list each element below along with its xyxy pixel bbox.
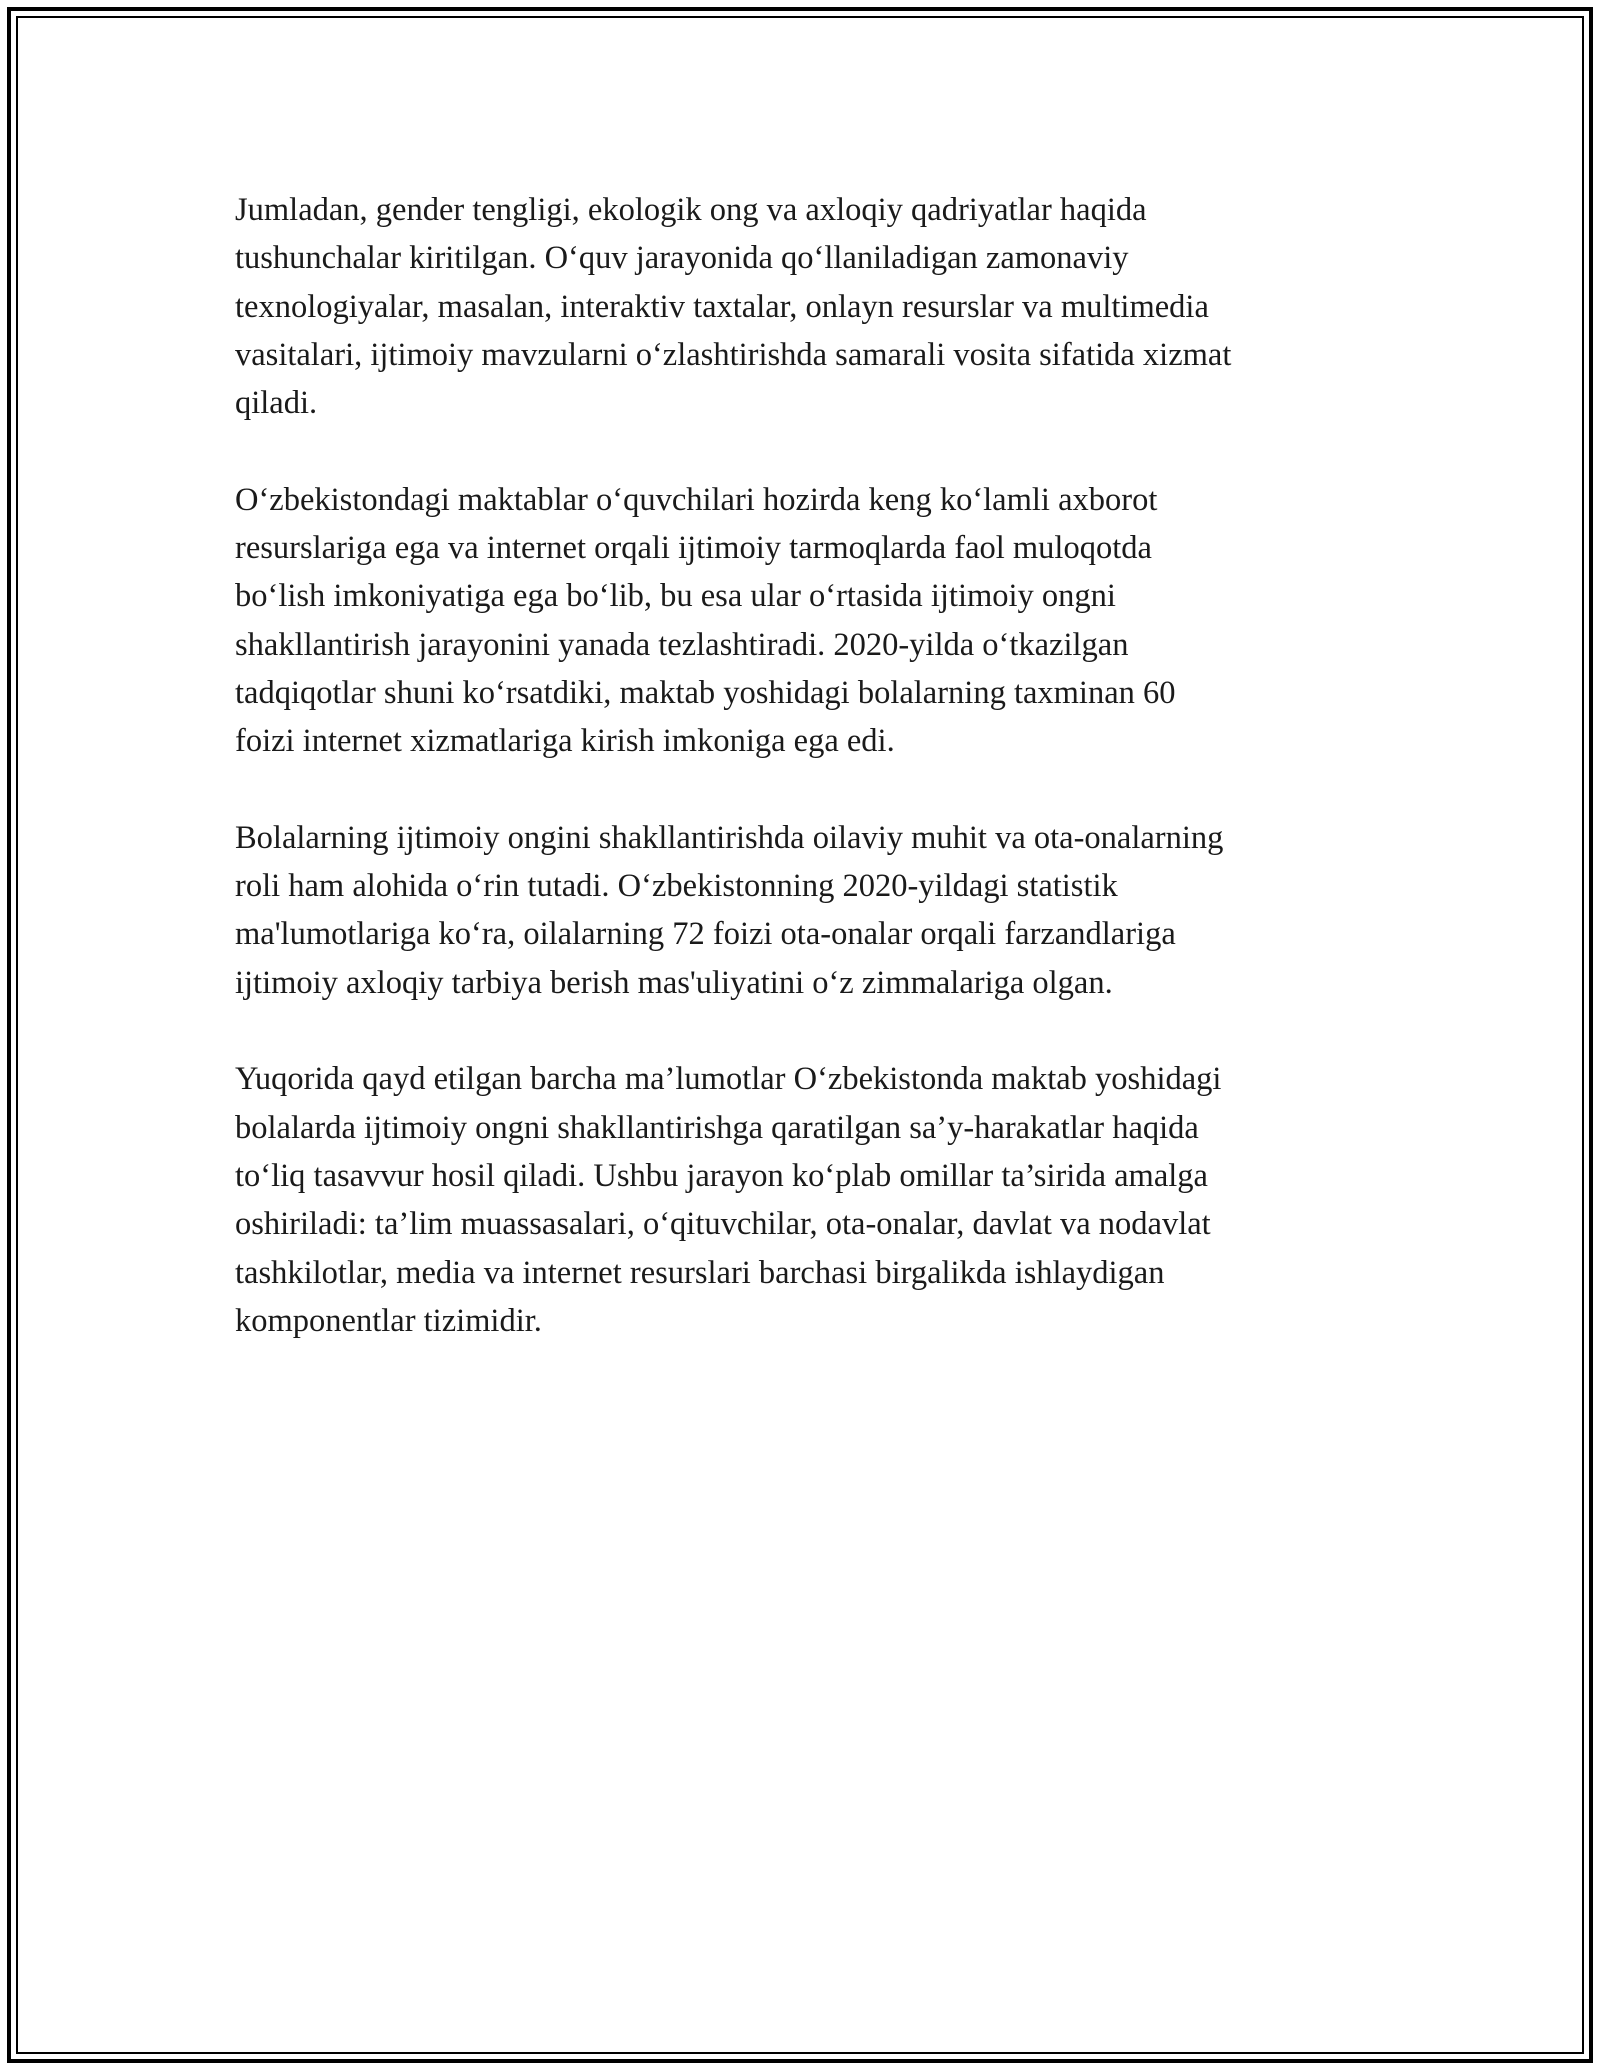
text-line: resurslariga ega va internet orqali ijtimoiy tarmoqlarda faol muloqotda	[235, 530, 1152, 567]
text-line: roli ham alohida o‘rin tutadi. O‘zbekistonning 2020-yildagi statistik	[235, 868, 1118, 905]
text-line: tadqiqotlar shuni ko‘rsatdiki, maktab yoshidagi bolalarning taxminan 60	[235, 674, 1176, 711]
text-line: tushunchalar kiritilgan. O‘quv jarayonida qo‘llaniladigan zamonaviy	[235, 240, 1129, 277]
text-line: Yuqorida qayd etilgan barcha ma’lumotlar O‘zbekistonda maktab yoshidagi	[235, 1061, 1222, 1098]
text-line: foizi internet xizmatlariga kirish imkoniga ega edi.	[235, 723, 895, 760]
text-line: to‘liq tasavvur hosil qiladi. Ushbu jarayon ko‘plab omillar ta’sirida amalga	[235, 1157, 1208, 1194]
text-line: Bolalarning ijtimoiy ongini shakllantirishda oilaviy muhit va ota-onalarning	[235, 819, 1224, 856]
paragraph-3	[235, 814, 1370, 1007]
text-line: vasitalari, ijtimoiy mavzularni o‘zlashtirishda samarali vosita sifatida xizmat	[235, 336, 1232, 373]
text-line: qiladi.	[235, 385, 318, 422]
paragraph-1	[235, 186, 1370, 427]
text-line: O‘zbekistondagi maktablar o‘quvchilari hozirda keng ko‘lamli axborot	[235, 481, 1158, 518]
text-line: oshiriladi: ta’lim muassasalari, o‘qituvchilar, ota-onalar, davlat va nodavlat	[235, 1206, 1211, 1243]
paragraph-4	[235, 1055, 1370, 1345]
text-line: shakllantirish jarayonini yanada tezlashtiradi. 2020-yilda o‘tkazilgan	[235, 626, 1129, 663]
text-line: texnologiyalar, masalan, interaktiv taxtalar, onlayn resurslar va multimedia	[235, 288, 1209, 325]
text-line: bolalarda ijtimoiy ongni shakllantirishga qaratilgan sa’y-harakatlar haqida	[235, 1109, 1199, 1146]
text-line: tashkilotlar, media va internet resurslari barchasi birgalikda ishlaydigan	[235, 1254, 1165, 1291]
text-line: ma'lumotlariga ko‘ra, oilalarning 72 foizi ota-onalar orqali farzandlariga	[235, 916, 1176, 953]
text-line: ijtimoiy axloqiy tarbiya berish mas'uliyatini o‘z zimmalariga olgan.	[235, 964, 1113, 1001]
paragraph-2	[235, 476, 1370, 766]
text-line: Jumladan, gender tengligi, ekologik ong va axloqiy qadriyatlar haqida	[235, 192, 1147, 228]
text-line: bo‘lish imkoniyatiga ega bo‘lib, bu esa ular o‘rtasida ijtimoiy ongni	[235, 578, 1116, 615]
text-line: komponentlar tizimidir.	[235, 1302, 542, 1339]
document-body	[235, 186, 1370, 1393]
